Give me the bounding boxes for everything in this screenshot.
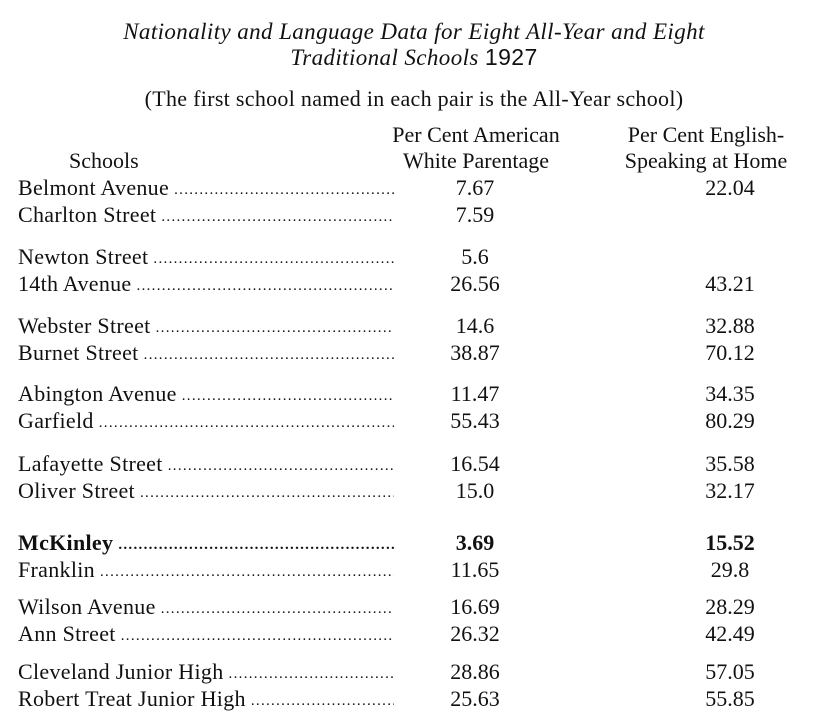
- school-name: Cleveland Junior High .....: [18, 658, 394, 688]
- american-parentage-value: 26.32: [450, 621, 500, 646]
- school-name: 14th Avenue .....: [18, 270, 394, 300]
- english-speaking-value: 70.12: [705, 340, 755, 365]
- table-row: [0, 243, 828, 270]
- english-speaking-value: 22.04: [705, 175, 755, 200]
- english-speaking-value: 42.49: [705, 621, 755, 646]
- school-name: Burnet Street .....: [18, 339, 394, 369]
- english-speaking-value: 32.88: [705, 313, 755, 338]
- school-name: Ann Street .....: [18, 620, 394, 650]
- school-name: Oliver Street .....: [18, 477, 394, 507]
- american-parentage-value: 26.56: [450, 271, 500, 296]
- american-parentage-value: 11.47: [450, 381, 500, 406]
- english-speaking-value: 28.29: [705, 594, 755, 619]
- table-row: [0, 529, 828, 556]
- table-title-year: 1927: [484, 44, 538, 70]
- american-parentage-value: 38.87: [450, 340, 500, 365]
- school-name: Wilson Avenue .....: [18, 593, 394, 623]
- header-english-line-1: Per Cent English-: [627, 122, 785, 147]
- american-parentage-value: 14.6: [455, 313, 495, 338]
- american-parentage-value: 55.43: [450, 408, 500, 433]
- american-parentage-value: 11.65: [450, 557, 500, 582]
- english-speaking-value: 29.8: [710, 557, 750, 582]
- school-name: Franklin .....: [18, 556, 394, 586]
- table-title-line-1: Nationality and Language Data for Eight All-Year and Eight: [123, 19, 705, 44]
- english-speaking-value: 57.05: [705, 659, 755, 684]
- school-name: Garfield .....: [18, 407, 394, 437]
- table-row: [0, 620, 828, 647]
- school-name: Robert Treat Junior High .....: [18, 685, 394, 715]
- american-parentage-value: 25.63: [450, 686, 500, 711]
- english-speaking-value: 55.85: [705, 686, 755, 711]
- american-parentage-value: 5.6: [461, 244, 489, 269]
- english-speaking-value: 34.35: [705, 381, 755, 406]
- table-row: [0, 556, 828, 583]
- english-speaking-value: 35.58: [705, 451, 755, 476]
- table-row: [0, 312, 828, 339]
- school-name: Charlton Street .....: [18, 201, 394, 231]
- table-row: [0, 593, 828, 620]
- american-parentage-value: 28.86: [450, 659, 500, 684]
- table-row: [0, 477, 828, 504]
- english-speaking-value: 43.21: [705, 271, 755, 296]
- school-name: McKinley .....: [18, 529, 394, 559]
- header-schools: Schools: [69, 148, 139, 173]
- english-speaking-value: 15.52: [705, 530, 755, 555]
- table-row: [0, 450, 828, 477]
- table-row: [0, 407, 828, 434]
- school-name: Webster Street .....: [18, 312, 394, 342]
- table-row: [0, 658, 828, 685]
- school-name: Newton Street .....: [18, 243, 394, 273]
- american-parentage-value: 7.59: [455, 202, 495, 227]
- english-speaking-value: 32.17: [705, 478, 755, 503]
- header-american-line-2: White Parentage: [403, 148, 549, 173]
- school-name: Belmont Avenue .....: [18, 174, 394, 204]
- table-row: [0, 339, 828, 366]
- header-american-line-1: Per Cent American: [392, 122, 560, 147]
- header-english-line-2: Speaking at Home: [624, 148, 788, 173]
- table-row: [0, 685, 828, 712]
- american-parentage-value: 16.69: [450, 594, 500, 619]
- school-name: Abington Avenue .....: [18, 380, 394, 410]
- table-row: [0, 270, 828, 297]
- american-parentage-value: 3.69: [455, 530, 495, 555]
- american-parentage-value: 16.54: [450, 451, 500, 476]
- american-parentage-value: 15.0: [455, 478, 495, 503]
- table-row: [0, 201, 828, 228]
- american-parentage-value: 7.67: [455, 175, 495, 200]
- table-title-text: Traditional Schools: [290, 45, 479, 70]
- english-speaking-value: 80.29: [705, 408, 755, 433]
- school-name: Lafayette Street .....: [18, 450, 394, 480]
- table-subtitle: (The first school named in each pair is the All-Year school): [144, 86, 684, 111]
- table-row: [0, 380, 828, 407]
- table-row: [0, 174, 828, 201]
